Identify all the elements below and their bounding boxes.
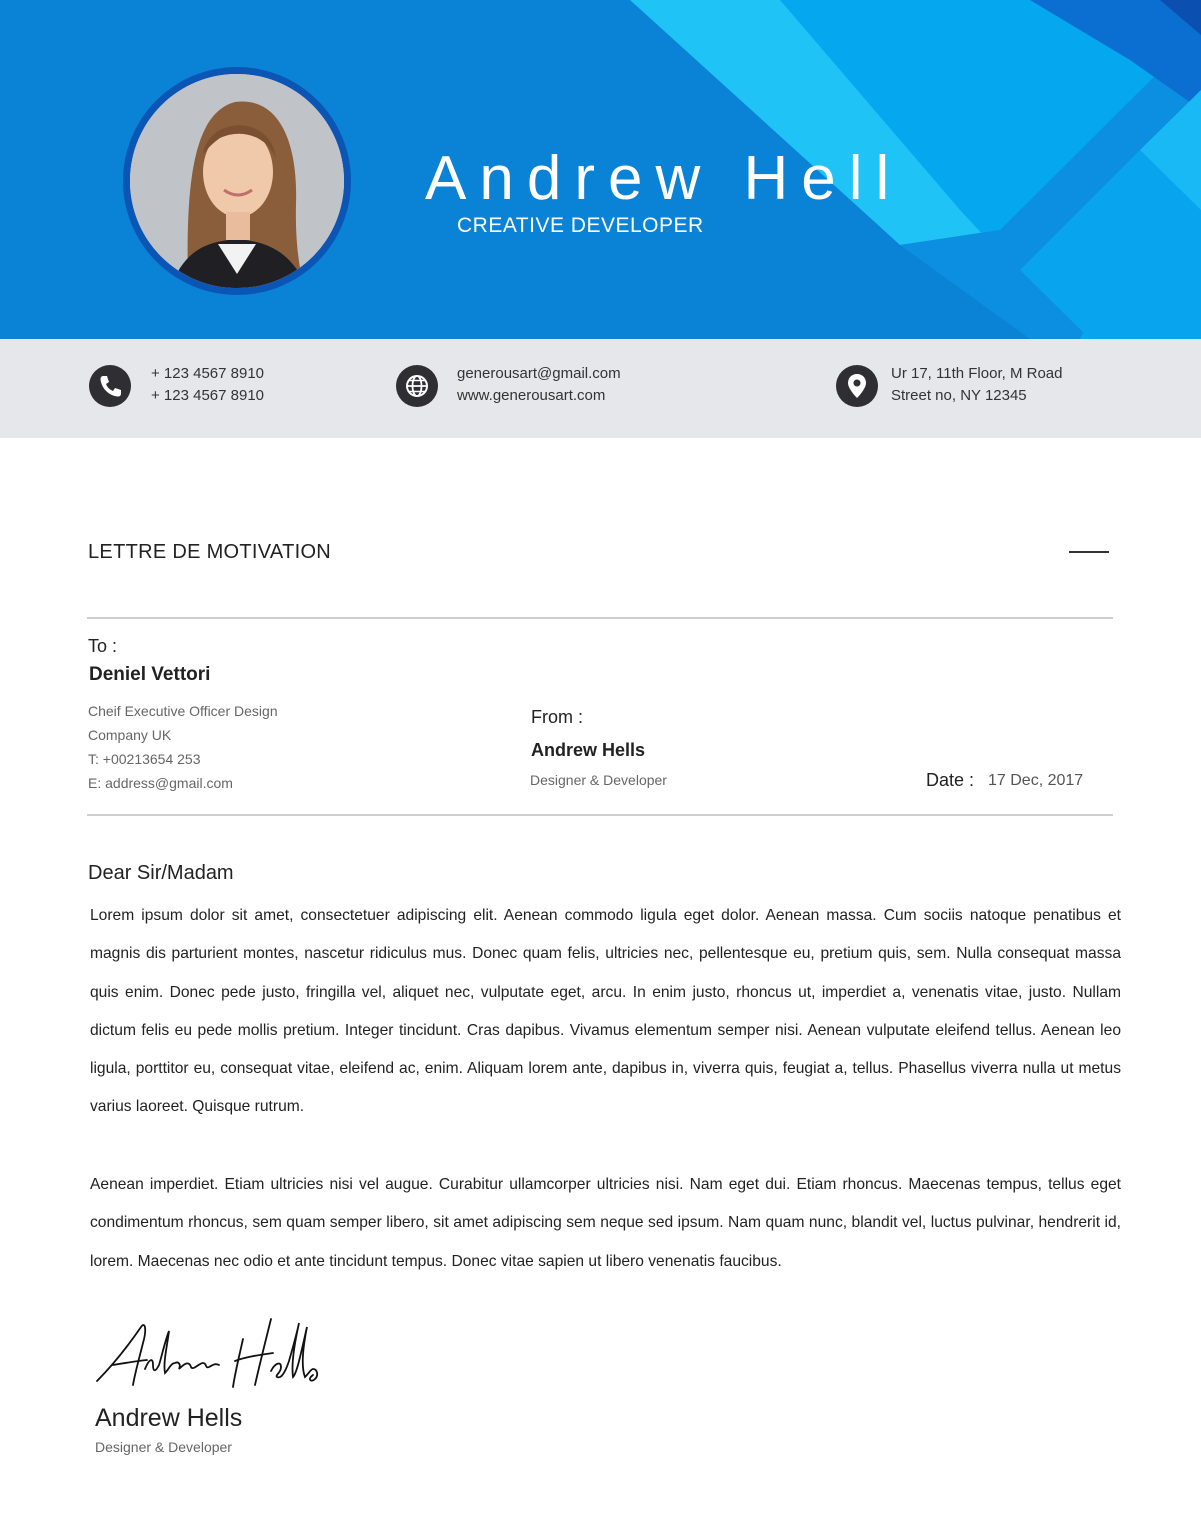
address-line-2: Street no, NY 12345 (891, 387, 1027, 404)
body-paragraph: Aenean imperdiet. Etiam ultricies nisi vel augue. Curabitur ullamcorper ultricies nisi. Nam eget dui. Etiam rhoncus. Maecenas tempus, tellus eget condimentum rhoncus, sem quam semper libero, sit amet adipiscing sem neque sed ipsum. Nam quam nunc, blandit vel, luctus pulvinar, hendrerit id, lorem. Maecenas nec odio et ante tincidunt tempus. Donec vitae sapien ut libero venenatis faucibus. (90, 1176, 1121, 1270)
recipient-phone: T: +00213654 253 (88, 751, 201, 767)
email-line[interactable]: generousart@gmail.com (457, 365, 621, 382)
applicant-role: CREATIVE DEVELOPER (457, 214, 704, 237)
profile-photo-ring (123, 67, 351, 295)
website-line[interactable]: www.generousart.com (457, 387, 606, 404)
recipient-position: Cheif Executive Officer Design (88, 703, 278, 719)
recipient-email: E: address@gmail.com (88, 775, 233, 791)
location-pin-icon (836, 365, 878, 407)
phone-line-2: + 123 4567 8910 (151, 387, 265, 404)
applicant-name: Andrew Hell (425, 144, 903, 213)
handwritten-signature (95, 1313, 325, 1393)
to-label: To : (88, 636, 118, 656)
header-banner (0, 0, 1201, 339)
contact-bar (0, 339, 1201, 438)
from-label: From : (531, 707, 583, 727)
divider-top (87, 617, 1113, 619)
date-value: 17 Dec, 2017 (988, 772, 1084, 789)
phone-line-1: + 123 4567 8910 (151, 365, 265, 382)
signature-name: Andrew Hells (95, 1404, 243, 1432)
web-details (457, 363, 621, 407)
date-label: Date : (926, 770, 975, 790)
sender-name: Andrew Hells (531, 740, 646, 760)
profile-photo (130, 74, 344, 288)
body-paragraph: Lorem ipsum dolor sit amet, consectetuer adipiscing elit. Aenean commodo ligula eget dolor. Aenean massa. Cum sociis natoque penatibus et magnis dis parturient montes, nascetur ridiculus mus. Donec quam felis, ultricies nec, pellentesque eu, pretium quis, sem. Nulla consequat massa quis enim. Donec pede justo, fringilla vel, aliquet nec, vulputate eget, arcu. In enim justo, rhoncus ut, imperdiet a, venenatis vitae, justo. Nullam dictum felis eu pede mollis pretium. Integer tincidunt. Cras dapibus. Vivamus elementum semper nisi. Aenean vulputate eleifend tellus. Aenean leo ligula, porttitor eu, consequat vitae, eleifend ac, enim. Aliquam lorem ante, dapibus in, viverra quis, feugiat a, tellus. Phasellus viverra nulla ut metus varius laoreet. Quisque rutrum. (90, 907, 1121, 1116)
phone-icon (89, 365, 131, 407)
globe-icon (396, 365, 438, 407)
letter-title: LETTRE DE MOTIVATION (88, 541, 332, 563)
recipient-company: Company UK (88, 727, 172, 743)
recipient-name: Deniel Vettori (89, 664, 211, 685)
address-details (891, 363, 1062, 407)
address-line-1: Ur 17, 11th Floor, M Road (891, 365, 1063, 382)
greeting: Dear Sir/Madam (88, 862, 234, 884)
title-divider-dash (1069, 551, 1109, 553)
divider-bottom (87, 814, 1113, 816)
sender-role: Designer & Developer (530, 772, 667, 788)
recipient-details (88, 699, 278, 795)
signature-role: Designer & Developer (95, 1439, 232, 1455)
phone-details (151, 363, 264, 407)
